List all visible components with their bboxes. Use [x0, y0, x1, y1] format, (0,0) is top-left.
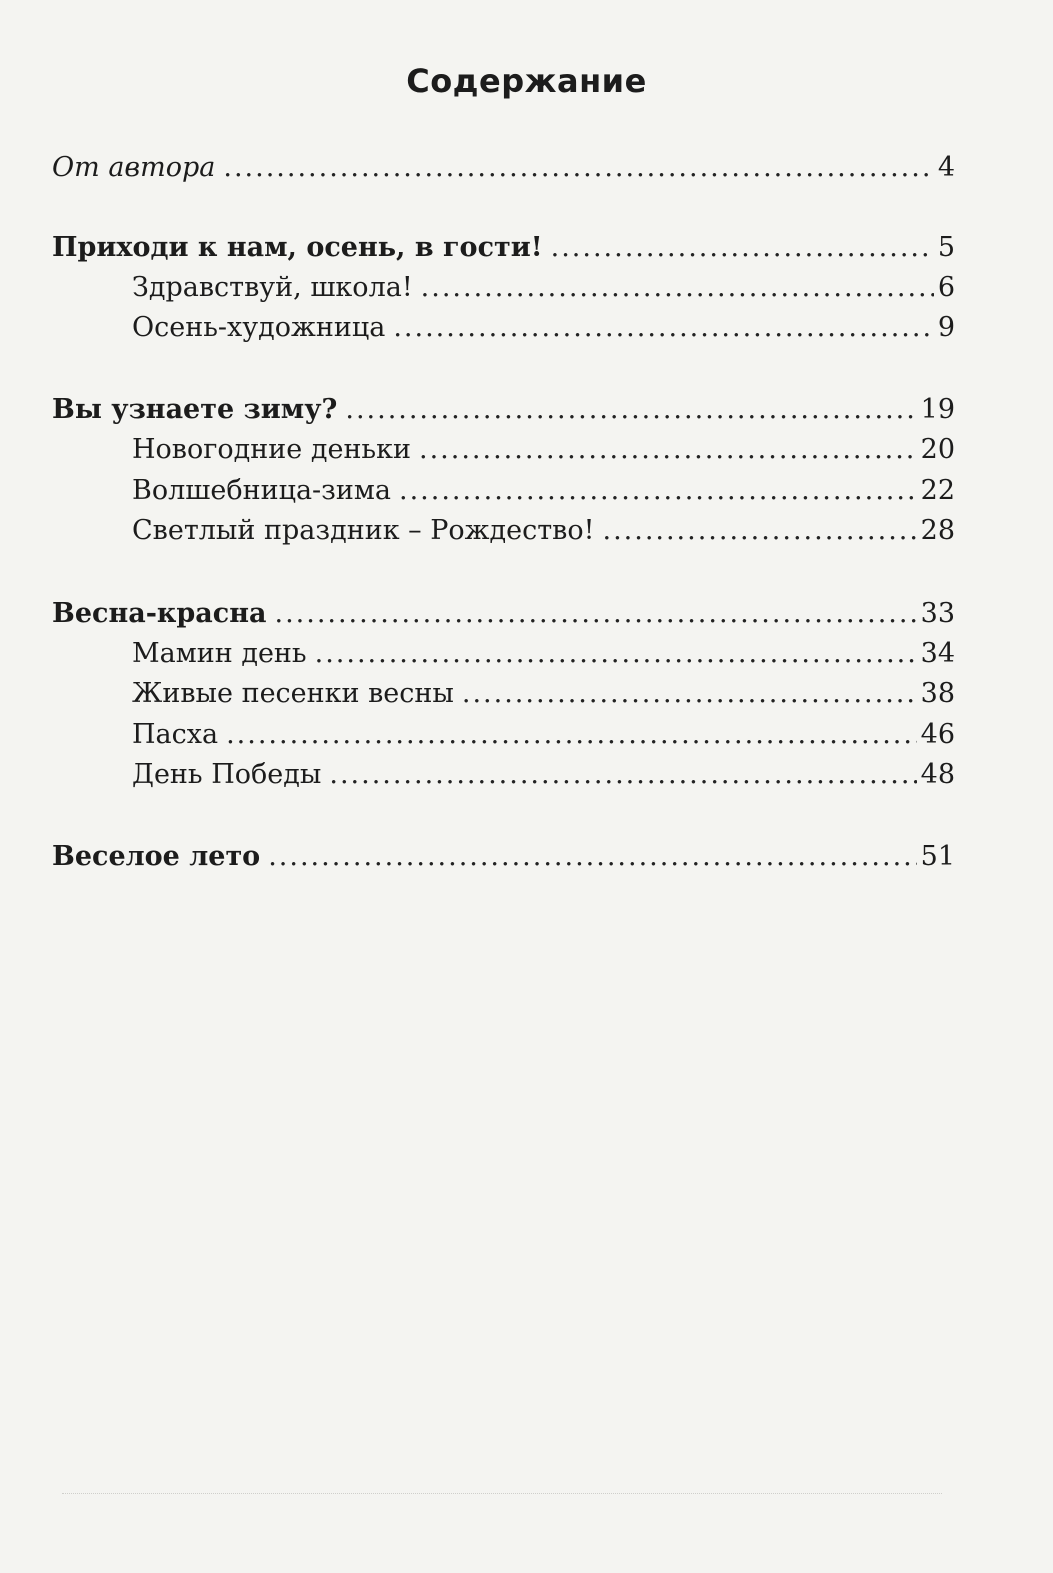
toc-entry-label: Живые песенки весны — [132, 678, 454, 709]
dot-leader — [274, 594, 916, 634]
dot-leader — [393, 308, 933, 348]
toc-entry-page: 4 — [937, 152, 955, 183]
toc-entry — [132, 674, 955, 714]
toc-entry-label: Волшебница-зима — [132, 475, 391, 506]
toc-entry-page: 46 — [920, 719, 955, 750]
toc-entry-page: 20 — [920, 434, 955, 465]
toc-entry — [132, 268, 955, 308]
toc-entry-page: 5 — [937, 232, 955, 263]
toc-entry-label: От автора — [52, 152, 216, 183]
toc-entry-page: 33 — [920, 598, 955, 629]
toc-entry-label: Здравствуй, школа! — [132, 272, 413, 303]
dot-leader — [345, 390, 916, 430]
footer-divider — [62, 1493, 942, 1494]
dot-leader — [315, 634, 917, 674]
toc-entry-label: Новогодние деньки — [132, 434, 412, 465]
dot-leader — [551, 228, 934, 268]
toc-entry — [132, 471, 955, 511]
toc-entry — [132, 715, 955, 755]
toc-entry-label: Пасха — [132, 719, 219, 750]
toc-part-autumn — [52, 228, 955, 268]
dot-leader — [223, 148, 933, 188]
toc-entry-label: Светлый праздник – Рождество! — [132, 515, 595, 546]
dot-leader — [419, 430, 917, 470]
dot-leader — [329, 755, 916, 795]
page-title: Содержание — [406, 62, 647, 100]
toc-entry-label: Веселое лето — [52, 841, 261, 872]
toc-entry-page: 48 — [920, 759, 955, 790]
toc-entry — [132, 634, 955, 674]
toc-entry-page: 51 — [920, 841, 955, 872]
toc-entry-label: День Победы — [132, 759, 322, 790]
toc-entry-page: 34 — [920, 638, 955, 669]
toc-entry-page: 28 — [920, 515, 955, 546]
toc-entry-page: 6 — [937, 272, 955, 303]
toc-entry-page: 9 — [937, 312, 955, 343]
dot-leader — [462, 674, 917, 714]
dot-leader — [602, 511, 916, 551]
toc-entry — [132, 430, 955, 470]
toc-entry-author-note — [52, 148, 955, 188]
toc-entry — [132, 755, 955, 795]
toc-entry-label: Приходи к нам, осень, в гости! — [52, 232, 543, 263]
toc-part-winter — [52, 390, 955, 430]
dot-leader — [399, 471, 917, 511]
toc-part-spring — [52, 594, 955, 634]
toc-entry-label: Мамин день — [132, 638, 307, 669]
toc-entry-label: Вы узнаете зиму? — [52, 394, 338, 425]
toc-part-summer — [52, 837, 955, 877]
dot-leader — [268, 837, 916, 877]
toc-entry — [132, 308, 955, 348]
dot-leader — [226, 715, 917, 755]
dot-leader — [421, 268, 934, 308]
toc-entry-page: 38 — [920, 678, 955, 709]
toc-entry — [132, 511, 955, 551]
toc-entry-label: Весна-красна — [52, 598, 267, 629]
toc-entry-page: 19 — [920, 394, 955, 425]
toc-entry-page: 22 — [920, 475, 955, 506]
toc-entry-label: Осень-художница — [132, 312, 386, 343]
